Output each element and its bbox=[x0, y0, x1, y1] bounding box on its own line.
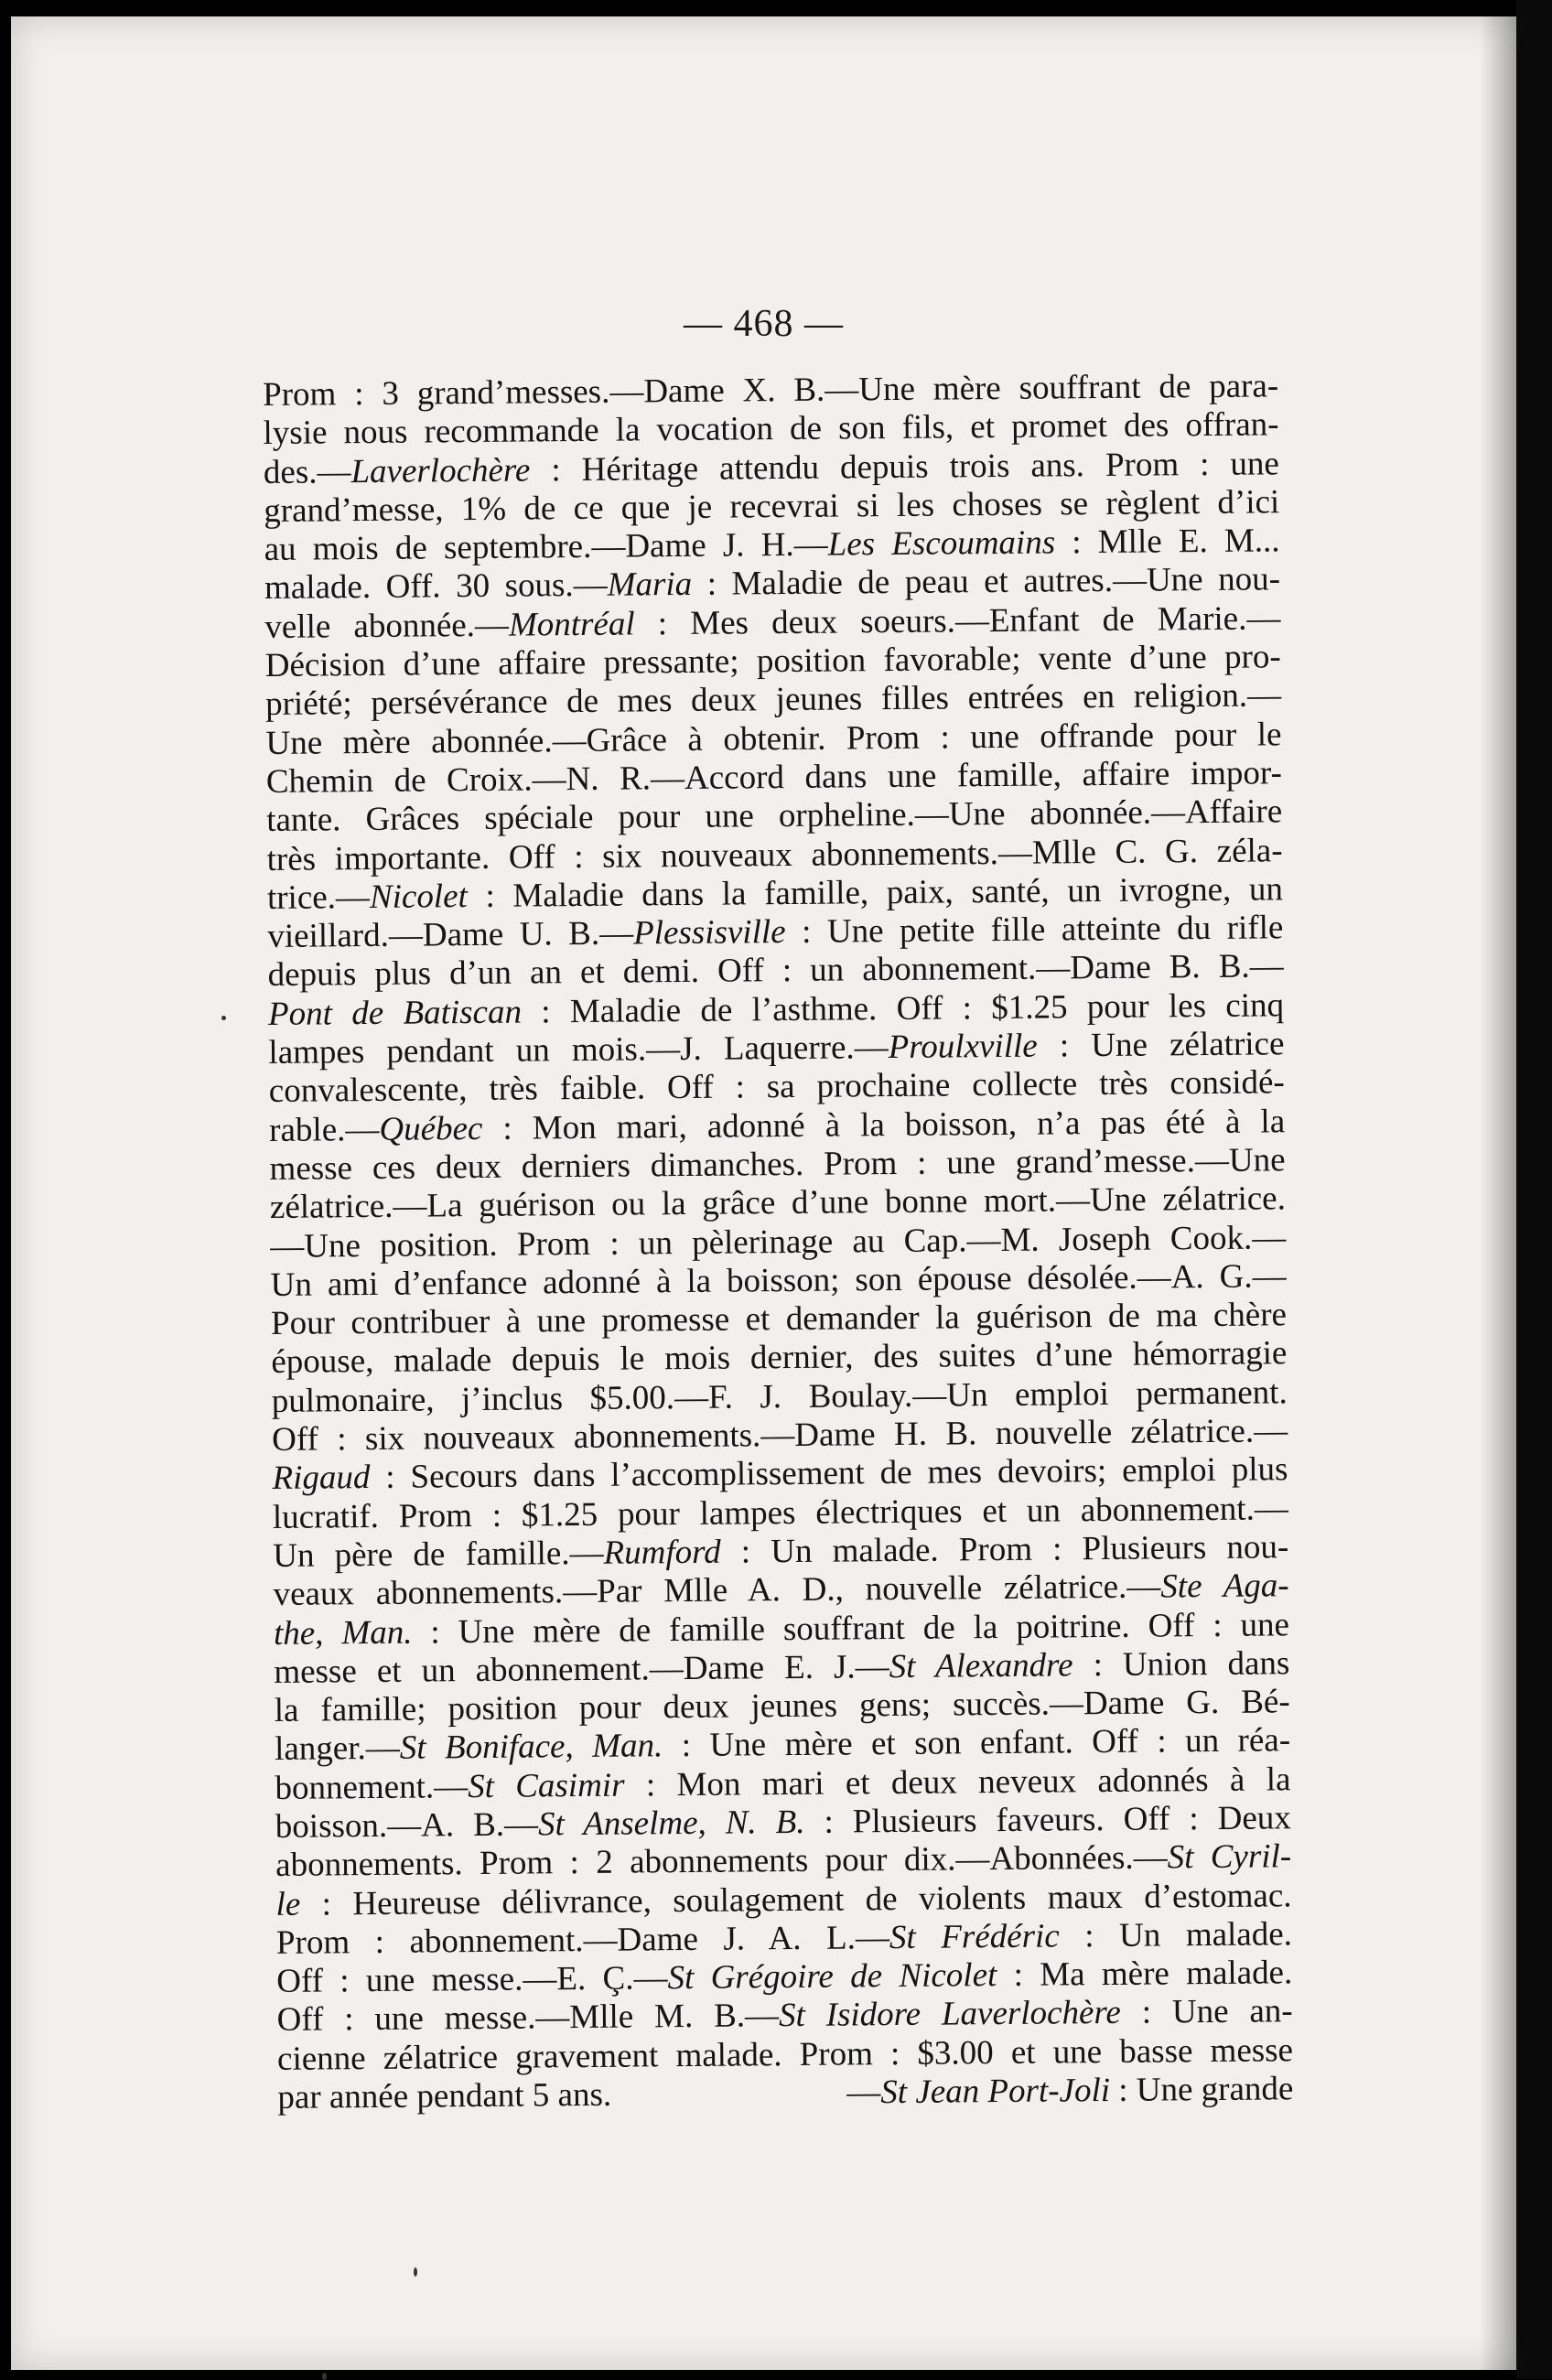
text-run: Chemin de Croix.—N. R.—Accord dans une famille, affaire impor- bbox=[265, 754, 1283, 801]
place-name: St Grégoire de Nicolet bbox=[667, 1956, 997, 1998]
text-run: Prom : abonnement.—Dame J. A. L.— bbox=[275, 1918, 890, 1962]
last-line-left: par année pendant 5 ans. bbox=[277, 2075, 612, 2116]
text-run: Une mère abonnée.—Grâce à obtenir. Prom : une offrande pour le bbox=[265, 715, 1282, 762]
text-run: : Une mère et son enfant. Off : un réa- bbox=[663, 1721, 1291, 1765]
text-run: très importante. Off : six nouveaux abonnements.—Mlle C. G. zéla- bbox=[266, 831, 1283, 878]
text-run: malade. Off. 30 sous.— bbox=[264, 566, 608, 608]
page-sheet bbox=[11, 16, 1516, 2370]
place-name: Rumford bbox=[603, 1533, 721, 1572]
text-run: au mois de septembre.—Dame J. H.— bbox=[264, 525, 828, 569]
text-run: épouse, malade depuis le mois dernier, des suites d’une hémorragie bbox=[271, 1334, 1288, 1382]
place-name: the, Man. bbox=[273, 1613, 413, 1653]
text-run: rable.— bbox=[269, 1110, 380, 1149]
place-name: Nicolet bbox=[369, 877, 469, 916]
text-run: : Plusieurs faveurs. Off : Deux bbox=[804, 1799, 1291, 1841]
text-run: : Union dans bbox=[1072, 1644, 1290, 1685]
text-run: Prom : 3 grand’messes.—Dame X. B.—Une mère souffrant de para- bbox=[263, 367, 1279, 414]
place-name: Rigaud bbox=[272, 1459, 371, 1498]
text-run: bonnement.— bbox=[275, 1767, 469, 1807]
text-run: velle abonnée.— bbox=[264, 606, 510, 646]
place-name: le bbox=[275, 1885, 301, 1923]
text-run: lucratif. Prom : $1.25 pour lampes électriques et un abonnement.— bbox=[272, 1489, 1289, 1536]
text-run: messe ces deux derniers dimanches. Prom : une grand’messe.—Une bbox=[269, 1141, 1286, 1188]
text-run: : Maladie dans la famille, paix, santé, un ivrogne, un bbox=[467, 870, 1284, 915]
text-run: : Une an- bbox=[1120, 1992, 1293, 2032]
place-name: St Boniface, Man. bbox=[399, 1727, 663, 1768]
text-run: lysie nous recommande la vocation de son fils, et promet des offran- bbox=[263, 405, 1279, 453]
body-text bbox=[263, 367, 1294, 2117]
text-run: : Mon mari, adonné à la boisson, n’a pas été à la bbox=[482, 1102, 1286, 1147]
last-line-dash: — bbox=[846, 2073, 881, 2112]
text-run: pulmonaire, j’inclus $5.00.—F. J. Boulay.—Un emploi permanent. bbox=[271, 1373, 1288, 1420]
text-run: depuis plus d’un an et demi. Off : un abonnement.—Dame B. B.— bbox=[267, 947, 1284, 995]
place-name: Laverlochère bbox=[350, 451, 531, 490]
text-run: veaux abonnements.—Par Mlle A. D., nouvelle zélatrice.— bbox=[273, 1567, 1161, 1614]
film-speck bbox=[414, 2267, 417, 2277]
place-name: Maria bbox=[607, 565, 693, 605]
text-run: : Un malade. bbox=[1059, 1915, 1293, 1955]
text-line-last bbox=[277, 2070, 1293, 2117]
page-number: — 468 — bbox=[684, 303, 844, 345]
text-run: grand’messe, 1% de ce que je recevrai si les choses se règlent d’ici bbox=[264, 483, 1280, 530]
place-name: Les Escoumains bbox=[827, 523, 1056, 564]
page-edge-shadow bbox=[1480, 16, 1516, 2370]
text-run: : Maladie de l’asthme. Off : $1.25 pour les cinq bbox=[521, 986, 1285, 1031]
text-run: des.— bbox=[263, 452, 351, 491]
text-run: Décision d’une affaire pressante; position favorable; vente d’une pro- bbox=[264, 638, 1281, 685]
place-name: Pont de Batiscan bbox=[267, 993, 523, 1033]
text-run: Off : une messe.—E. Ç.— bbox=[276, 1959, 668, 2001]
text-run: —Une position. Prom : un pèlerinage au Cap.—M. Joseph Cook.— bbox=[270, 1218, 1287, 1265]
text-run: trice.— bbox=[266, 878, 371, 917]
text-run: boisson.—A. B.— bbox=[275, 1805, 539, 1846]
text-run: : Un malade. Prom : Plusieurs nou- bbox=[720, 1528, 1289, 1571]
text-run: : Mes deux soeurs.—Enfant de Marie.— bbox=[634, 599, 1281, 643]
text-run: messe et un abonnement.—Dame E. J.— bbox=[274, 1647, 889, 1691]
text-run: Off : une messe.—Mlle M. B.— bbox=[276, 1997, 780, 2040]
text-run: Un ami d’enfance adonné à la boisson; son épouse désolée.—A. G.— bbox=[270, 1257, 1287, 1304]
text-run: : Héritage attendu depuis trois ans. Prom : une bbox=[530, 444, 1280, 490]
text-run: priété; persévérance de mes deux jeunes filles entrées en religion.— bbox=[264, 676, 1282, 724]
text-run: Un père de famille.— bbox=[273, 1534, 604, 1575]
place-name: St Alexandre bbox=[889, 1646, 1073, 1685]
place-name: Québec bbox=[379, 1109, 483, 1148]
text-run: vieillard.—Dame U. B.— bbox=[267, 914, 634, 956]
text-run: la famille; position pour deux jeunes gens; succès.—Dame G. Bé- bbox=[274, 1683, 1290, 1730]
text-run: : Mon mari et deux neveux adonnés à la bbox=[624, 1760, 1291, 1804]
place-name: Ste Aga- bbox=[1160, 1567, 1289, 1606]
text-run: : Mlle E. M... bbox=[1054, 522, 1280, 562]
text-run: Off : six nouveaux abonnements.—Dame H. B. nouvelle zélatrice.— bbox=[271, 1412, 1288, 1459]
text-run: tante. Grâces spéciale pour une orpheline.—Une abonnée.—Affaire bbox=[266, 792, 1283, 840]
scan-border-right bbox=[1516, 0, 1552, 2379]
text-run: convalescente, très faible. Off : sa prochaine collecte très considé- bbox=[268, 1063, 1285, 1111]
place-name: St Casimir bbox=[467, 1766, 625, 1805]
place-name: Proulxville bbox=[888, 1027, 1038, 1067]
text-run: : Maladie de peau et autres.—Une nou- bbox=[692, 560, 1281, 604]
last-line-right bbox=[846, 2070, 1293, 2113]
film-speck bbox=[221, 1016, 226, 1020]
place-name: Plessisville bbox=[632, 913, 786, 953]
text-run: langer.— bbox=[274, 1729, 400, 1769]
last-line-place: St Jean Port-Joli bbox=[880, 2072, 1111, 2112]
text-run: : Heureuse délivrance, soulagement de violents maux d’estomac. bbox=[300, 1876, 1292, 1923]
last-line-tail: : Une grande bbox=[1109, 2070, 1294, 2110]
text-run: : Secours dans l’accomplissement de mes devoirs; emploi plus bbox=[370, 1450, 1288, 1497]
text-run: : Ma mère malade. bbox=[997, 1954, 1293, 1995]
text-run: lampes pendant un mois.—J. Laquerre.— bbox=[268, 1028, 889, 1072]
place-name: St Frédéric bbox=[889, 1917, 1060, 1956]
text-run: cienne zélatrice gravement malade. Prom : $3.00 et une basse messe bbox=[276, 2031, 1294, 2078]
place-name: Montréal bbox=[508, 605, 635, 644]
text-run: : Une zélatrice bbox=[1037, 1025, 1285, 1065]
place-name: St Cyril- bbox=[1167, 1837, 1292, 1877]
text-run: abonnements. Prom : 2 abonnements pour dix.—Abonnées.— bbox=[275, 1838, 1168, 1885]
text-run: : Une petite fille atteinte du rifle bbox=[785, 909, 1284, 952]
place-name: St Anselme, N. B. bbox=[537, 1803, 805, 1844]
text-run: zélatrice.—La guérison ou la grâce d’une bonne mort.—Une zélatrice. bbox=[269, 1179, 1287, 1227]
place-name: St Isidore Laverlochère bbox=[778, 1994, 1122, 2035]
text-run: : Une mère de famille souffrant de la poitrine. Off : une bbox=[412, 1605, 1290, 1652]
text-run: Pour contribuer à une promesse et demander la guérison de ma chère bbox=[270, 1296, 1288, 1343]
